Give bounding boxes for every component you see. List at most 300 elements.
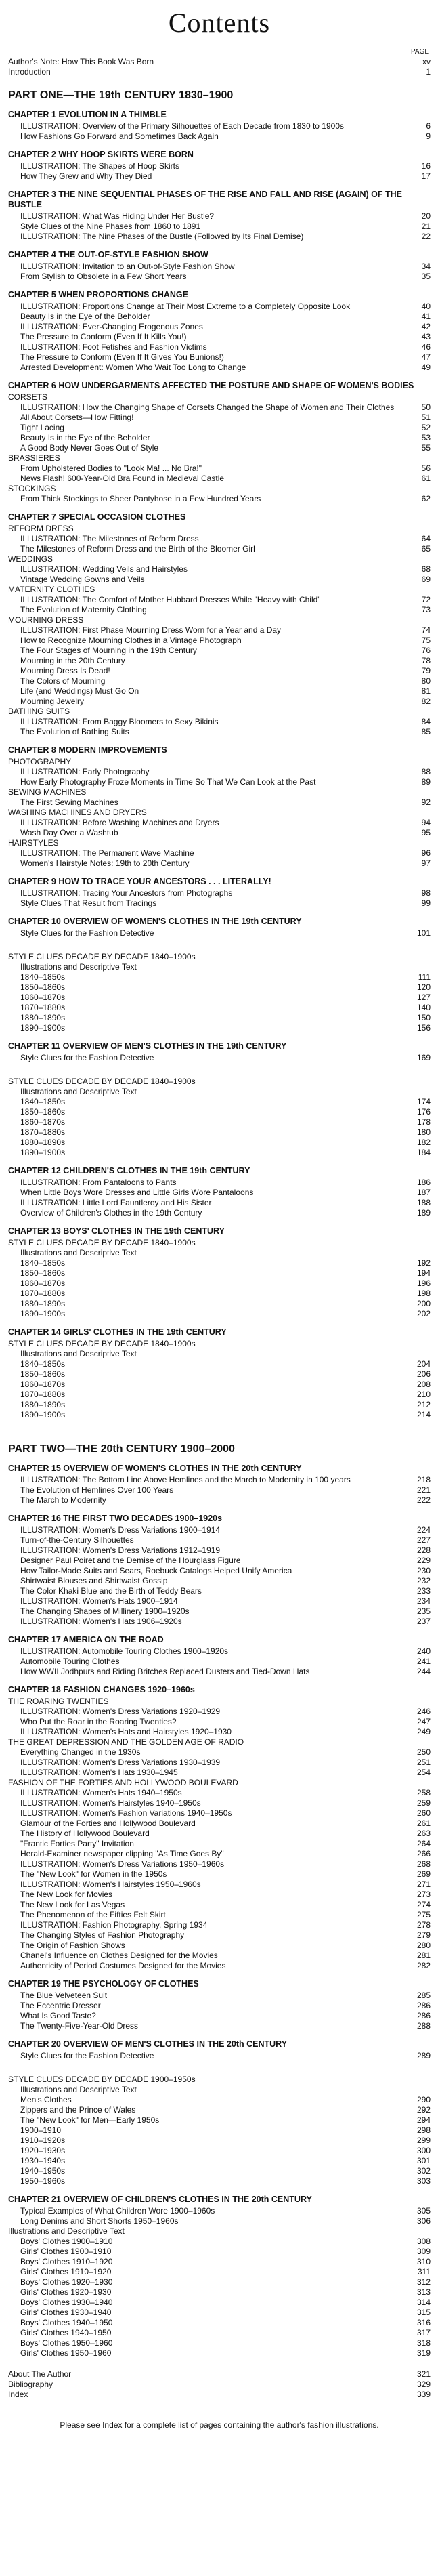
toc-entry [8,1920,431,1930]
chapter-heading: CHAPTER 21 OVERVIEW OF CHILDREN'S CLOTHES IN THE 20th CENTURY [8,2195,312,2204]
toc-entry-page: 101 [416,928,431,938]
toc-entry-page: 192 [416,1258,431,1268]
toc-entry [8,433,431,443]
toc-entry-page: 258 [416,1788,431,1798]
toc-entry-page: 260 [416,1808,431,1818]
toc-entry-page: 305 [416,2206,431,2216]
toc-entry-label: Overview of Children's Clothes in the 19th Century [20,1208,202,1218]
toc-entry [8,767,431,777]
toc-entry-label: ILLUSTRATION: The Milestones of Reform Dress [20,534,199,543]
toc-entry [8,1586,431,1596]
toc-entry [8,302,431,312]
toc-entry-label: Tight Lacing [20,423,64,432]
toc-entry [8,982,431,993]
toc-entry-page: 339 [416,2390,431,2399]
toc-entry-label: ILLUSTRATION: The Shapes of Hoop Skirts [20,161,179,171]
toc-entry-page: 288 [416,2021,431,2031]
toc-entry [8,898,431,909]
toc-entry-label: Long Denims and Short Shorts 1950–1960s [20,2216,179,2226]
toc-entry-label: ILLUSTRATION: Women's Hats 1906–1920s [20,1617,182,1626]
toc-entry-label: Arrested Development: Women Who Wait Too Long to Change [20,362,246,372]
toc-entry-label: ILLUSTRATION: Women's Hairstyles 1950–1960s [20,1879,201,1889]
toc-entry-label: ILLUSTRATION: How the Changing Shape of Corsets Changed the Shape of Women and Their Clothes [20,402,395,412]
chapter-heading: CHAPTER 12 CHILDREN'S CLOTHES IN THE 19th CENTURY [8,1166,250,1176]
toc-entry-page: 17 [421,171,431,181]
toc-entry-page: 52 [421,423,431,432]
toc-entry-page: 290 [416,2095,431,2104]
toc-entry-label: From Stylish to Obsolete in a Few Short Years [20,272,187,281]
toc-entry-label: STYLE CLUES DECADE BY DECADE 1840–1900s [8,1339,196,1348]
toc-entry-label: Beauty Is in the Eye of the Beholder [20,312,150,321]
toc-entry-label: Style Clues for the Fashion Detective [20,928,154,938]
toc-entry [8,1485,431,1495]
toc-entry [8,332,431,342]
page-column-header: PAGE [410,48,429,56]
toc-entry [8,1768,431,1778]
toc-entry [8,972,431,982]
front-matter [8,57,431,77]
toc-entry-label: ILLUSTRATION: Proportions Change at Their Most Extreme to a Completely Opposite Look [20,302,351,311]
toc-entry-label: The Eccentric Dresser [20,2001,101,2010]
toc-entry-label: ILLUSTRATION: Women's Dress Variations 1912–1919 [20,1545,221,1555]
toc-entry-label: Boys' Clothes 1930–1940 [20,2298,113,2307]
toc-entry-label: 1930–1940s [20,2156,66,2165]
toc-entry [8,2338,431,2348]
toc-entry [8,2146,431,2156]
toc-entry-label: CORSETS [8,392,48,402]
toc-entry-page: 51 [421,413,431,422]
toc-entry [8,1279,431,1289]
toc-entry-label: PHOTOGRAPHY [8,757,72,766]
toc-entry [8,1556,431,1566]
toc-entry-label: Illustrations and Descriptive Text [20,1248,137,1258]
toc-entry-label: Girls' Clothes 1950–1960 [20,2348,112,2358]
toc-entry-label: SEWING MACHINES [8,787,87,797]
toc-entry-label: ILLUSTRATION: From Baggy Bloomers to Sexy Bikinis [20,717,219,726]
toc-entry-page: 317 [416,2328,431,2338]
toc-entry-label: Girls' Clothes 1920–1930 [20,2287,112,2297]
toc-entry-label: The Evolution of Bathing Suits [20,727,129,736]
part-two-chapters [8,1463,431,2359]
toc-entry [8,1023,431,1033]
toc-entry [8,171,431,182]
toc-entry [8,1309,431,1319]
toc-entry [8,2328,431,2338]
toc-entry-label: 1870–1880s [20,1289,66,1298]
toc-entry [8,1717,431,1727]
toc-entry [8,1077,431,1087]
toc-entry [8,625,431,636]
toc-entry-label: ILLUSTRATION: Tracing Your Ancestors from Photographs [20,888,233,898]
toc-entry [8,554,431,564]
toc-entry [8,1778,431,1788]
toc-entry-label: STYLE CLUES DECADE BY DECADE 1840–1900s [8,1077,196,1086]
toc-entry-label: Beauty Is in the Eye of the Beholder [20,433,150,442]
toc-entry [8,777,431,787]
toc-entry-page: 229 [416,1556,431,1565]
toc-entry [8,1003,431,1013]
toc-entry-label: Style Clues for the Fashion Detective [20,1053,154,1062]
toc-entry-page: 212 [416,1400,431,1409]
toc-entry [8,1951,431,1961]
toc-entry-label: ILLUSTRATION: From Pantaloons to Pants [20,1178,177,1187]
toc-entry-label: All About Corsets—How Fitting! [20,413,134,422]
toc-entry-page: 99 [421,898,431,908]
toc-entry [8,2206,431,2216]
chapter-heading: CHAPTER 14 GIRLS' CLOTHES IN THE 19th CENTURY [8,1327,227,1337]
toc-entry [8,443,431,453]
chapter-heading: CHAPTER 17 AMERICA ON THE ROAD [8,1635,164,1644]
toc-entry-label: ILLUSTRATION: Fashion Photography, Spring 1934 [20,1920,208,1930]
toc-entry-label: The Milestones of Reform Dress and the Birth of the Bloomer Girl [20,544,255,554]
toc-entry-page: 79 [421,666,431,676]
toc-entry [8,828,431,838]
toc-entry-page: 286 [416,2001,431,2010]
toc-entry-label: How Fashions Go Forward and Sometimes Back Again [20,131,219,141]
toc-entry-label: 1850–1860s [20,1107,66,1117]
toc-entry-label: The Changing Styles of Fashion Photography [20,1930,185,1940]
toc-entry [8,1107,431,1117]
toc-entry-page: 314 [416,2298,431,2307]
toc-entry-label: The Twenty-Five-Year-Old Dress [20,2021,139,2031]
toc-entry-page: 62 [421,494,431,503]
toc-entry-label: STYLE CLUES DECADE BY DECADE 1840–1900s [8,1238,196,1247]
toc-entry-page: 120 [416,982,431,992]
toc-entry [8,1339,431,1349]
toc-entry-label: From Upholstered Bodies to "Look Ma! ... No Bra!" [20,463,202,473]
toc-entry-label: About The Author [8,2369,72,2379]
toc-entry [8,1819,431,1829]
toc-entry-label: Style Clues for the Fashion Detective [20,2051,154,2060]
toc-entry-label: Vintage Wedding Gowns and Veils [20,575,145,584]
toc-entry-label: MOURNING DRESS [8,615,84,625]
part-heading [8,1443,431,1455]
toc-entry [8,1707,431,1717]
chapter-heading: CHAPTER 1 EVOLUTION IN A THIMBLE [8,110,167,119]
toc-entry-label: Girls' Clothes 1910–1920 [20,2267,112,2277]
page-title: Contents [168,7,271,38]
toc-entry [8,2085,431,2095]
toc-entry-label: 1890–1900s [20,1410,66,1419]
toc-entry [8,1596,431,1606]
toc-entry [8,1727,431,1737]
toc-entry-label: BRASSIERES [8,453,60,463]
toc-entry [8,484,431,494]
toc-entry-page: 42 [421,322,431,331]
chapter-heading: CHAPTER 9 HOW TO TRACE YOUR ANCESTORS . . . LITERALLY! [8,877,271,886]
toc-entry-label: Designer Paul Poiret and the Demise of the Hourglass Figure [20,1556,241,1565]
toc-entry-page: 221 [416,1485,431,1495]
toc-entry [8,1138,431,1148]
toc-entry [8,2277,431,2287]
toc-entry-label: Mourning Jewelry [20,697,85,706]
toc-entry [8,2021,431,2031]
toc-entry-label: 1890–1900s [20,1023,66,1033]
toc-entry-page: 228 [416,1545,431,1555]
toc-entry-page: 89 [421,777,431,787]
toc-entry [8,2216,431,2226]
toc-entry [8,67,431,77]
toc-entry-label: 1880–1890s [20,1013,66,1022]
toc-entry-label: Life (and Weddings) Must Go On [20,686,139,696]
toc-entry-label: ILLUSTRATION: The Bottom Line Above Hemlines and the March to Modernity in 100 years [20,1475,351,1484]
chapter-heading: CHAPTER 16 THE FIRST TWO DECADES 1900–1920s [8,1514,223,1523]
toc-entry-page: 227 [416,1535,431,1545]
toc-entry [8,757,431,767]
toc-entry-label: The Color Khaki Blue and the Birth of Teddy Bears [20,1586,202,1596]
toc-entry-label: Zippers and the Prince of Wales [20,2105,136,2115]
toc-entry-label: 1880–1890s [20,1138,66,1147]
toc-entry-label: 1900–1910 [20,2125,62,2135]
toc-entry [8,57,431,67]
toc-entry-page: 233 [416,1586,431,1596]
toc-entry [8,707,431,717]
toc-entry [8,1890,431,1900]
toc-entry [8,2011,431,2021]
toc-entry-label: ILLUSTRATION: Before Washing Machines and Dryers [20,818,219,827]
toc-entry [8,1747,431,1758]
toc-entry-page: 55 [421,443,431,453]
toc-entry-page: 150 [416,1013,431,1022]
toc-entry [8,952,431,962]
toc-entry [8,1849,431,1859]
toc-entry-page: 279 [416,1930,431,1940]
toc-entry-page: 81 [421,686,431,696]
toc-entry [8,474,431,484]
toc-entry [8,1697,431,1707]
toc-entry-page: 65 [421,544,431,554]
toc-entry [8,1475,431,1485]
toc-entry-label: ILLUSTRATION: Foot Fetishes and Fashion Victims [20,342,207,352]
toc-entry-page: 34 [421,262,431,271]
toc-entry-page: 88 [421,767,431,776]
chapter-heading: CHAPTER 15 OVERVIEW OF WOMEN'S CLOTHES IN THE 20th CENTURY [8,1463,302,1473]
toc-entry-label: How Tailor-Made Suits and Sears, Roebuck Catalogs Helped Unify America [20,1566,292,1575]
toc-entry-page: 254 [416,1768,431,1777]
toc-entry [8,2390,431,2400]
toc-entry-label: ILLUSTRATION: Invitation to an Out-of-Style Fashion Show [20,262,235,271]
toc-entry-label: The New Look for Las Vegas [20,1900,125,1909]
toc-entry-label: 1890–1900s [20,1148,66,1157]
chapter-heading: CHAPTER 5 WHEN PROPORTIONS CHANGE [8,290,188,299]
toc-entry-page: 280 [416,1940,431,1950]
toc-entry [8,1859,431,1869]
toc-entry-label: 1850–1860s [20,1369,66,1379]
toc-entry-label: ILLUSTRATION: Wedding Veils and Hairstyles [20,564,188,574]
toc-entry-page: 73 [421,605,431,615]
toc-entry-page: 294 [416,2115,431,2125]
toc-entry-page: 224 [416,1525,431,1535]
toc-entry [8,272,431,282]
toc-entry [8,666,431,676]
toc-entry-label: Introduction [8,67,51,77]
toc-entry [8,211,431,222]
toc-entry-label: What Is Good Taste? [20,2011,96,2020]
toc-entry-page: 318 [416,2338,431,2348]
toc-entry-page: 250 [416,1747,431,1757]
toc-entry [8,928,431,938]
part-one-chapters [8,110,431,1420]
toc-entry [8,2105,431,2115]
toc-entry-label: 1840–1850s [20,972,66,982]
toc-entry-page: 319 [416,2348,431,2358]
toc-entry-page: 200 [416,1299,431,1308]
toc-entry [8,595,431,605]
toc-entry [8,1400,431,1410]
toc-entry-page: 46 [421,342,431,352]
toc-entry [8,161,431,171]
toc-entry-label: 1950–1960s [20,2176,66,2186]
toc-entry-label: ILLUSTRATION: Women's Hats and Hairstyles 1920–1930 [20,1727,232,1737]
toc-entry-page: 204 [416,1359,431,1369]
toc-entry-label: 1860–1870s [20,993,66,1002]
toc-entry-label: ILLUSTRATION: Ever-Changing Erogenous Zones [20,322,203,331]
toc-entry [8,1646,431,1657]
toc-entry-label: Girls' Clothes 1900–1910 [20,2247,112,2256]
toc-entry [8,1900,431,1910]
toc-entry-page: 244 [416,1667,431,1676]
toc-entry-label: The Four Stages of Mourning in the 19th Century [20,646,197,655]
toc-entry [8,1379,431,1390]
toc-entry [8,1606,431,1617]
toc-entry [8,1737,431,1747]
toc-entry [8,808,431,818]
toc-entry-page: 300 [416,2146,431,2155]
toc-entry-label: A Good Body Never Goes Out of Style [20,443,159,453]
toc-entry-page: 268 [416,1859,431,1869]
toc-entry-page: 214 [416,1410,431,1419]
toc-entry [8,1910,431,1920]
toc-entry-page: 234 [416,1596,431,1606]
toc-entry-label: Shirtwaist Blouses and Shirtwaist Gossip [20,1576,168,1585]
toc-entry [8,2051,431,2061]
toc-entry [8,564,431,575]
toc-entry-label: ILLUSTRATION: Early Photography [20,767,150,776]
toc-entry [8,1268,431,1279]
toc-entry-page: 49 [421,362,431,372]
toc-entry-page: 232 [416,1576,431,1585]
toc-entry-label: The Evolution of Hemlines Over 100 Years [20,1485,174,1495]
toc-entry-page: 247 [416,1717,431,1726]
toc-entry-label: 1910–1920s [20,2136,66,2145]
toc-entry-label: THE GREAT DEPRESSION AND THE GOLDEN AGE OF RADIO [8,1737,244,1747]
toc-entry-page: 259 [416,1798,431,1808]
toc-entry [8,2136,431,2146]
toc-entry-page: 98 [421,888,431,898]
toc-entry-page: 311 [417,2267,431,2277]
toc-entry [8,1545,431,1556]
toc-entry-label: 1870–1880s [20,1003,66,1012]
toc-entry [8,131,431,142]
chapter-heading: CHAPTER 3 THE NINE SEQUENTIAL PHASES OF THE RISE AND FALL AND RISE (AGAIN) OF THE BUSTLE [8,190,402,209]
toc-entry-page: 180 [416,1127,431,1137]
toc-entry [8,1053,431,1063]
toc-entry-label: 1880–1890s [20,1299,66,1308]
toc-entry [8,1289,431,1299]
toc-entry [8,2287,431,2298]
toc-entry [8,2075,431,2085]
toc-entry-label: ILLUSTRATION: Women's Hats 1930–1945 [20,1768,178,1777]
toc-entry-page: 80 [421,676,431,686]
toc-entry-label: Boys' Clothes 1920–1930 [20,2277,113,2287]
toc-entry-label: The Blue Velveteen Suit [20,1991,108,2000]
toc-entry-page: 174 [416,1097,431,1106]
toc-entry-page: 292 [416,2105,431,2115]
toc-entry-page: 306 [416,2216,431,2226]
toc-entry-label: The March to Modernity [20,1495,106,1505]
toc-entry-page: 202 [416,1309,431,1318]
toc-entry-label: ILLUSTRATION: Overview of the Primary Silhouettes of Each Decade from 1830 to 1900s [20,121,344,131]
toc-entry-page: 301 [416,2156,431,2165]
chapter-heading: CHAPTER 10 OVERVIEW OF WOMEN'S CLOTHES IN THE 19th CENTURY [8,917,302,926]
toc-entry [8,1788,431,1798]
toc-entry [8,2176,431,2186]
toc-entry-page: 140 [416,1003,431,1012]
toc-entry-page: 312 [416,2277,431,2287]
toc-entry [8,888,431,898]
toc-entry-page: 9 [426,131,431,141]
toc-entry [8,858,431,869]
toc-entry-page: xv [422,57,431,66]
toc-entry-page: 281 [416,1951,431,1960]
chapter-heading: CHAPTER 18 FASHION CHANGES 1920–1960s [8,1685,195,1695]
toc-entry-page: 316 [416,2318,431,2327]
toc-entry-label: News Flash! 600-Year-Old Bra Found in Medieval Castle [20,474,225,483]
toc-entry-label: ILLUSTRATION: Women's Dress Variations 1900–1914 [20,1525,221,1535]
toc-entry-page: 178 [416,1117,431,1127]
toc-entry [8,494,431,504]
toc-entry-label: Wash Day Over a Washtub [20,828,118,837]
toc-entry-label: Automobile Touring Clothes [20,1657,120,1666]
toc-entry-label: The History of Hollywood Boulevard [20,1829,150,1838]
toc-entry-page: 127 [416,993,431,1002]
toc-entry-page: 82 [421,697,431,706]
toc-entry-label: Mourning in the 20th Century [20,656,125,665]
toc-entry-label: Boys' Clothes 1910–1920 [20,2257,113,2266]
toc-entry-label: 1850–1860s [20,1268,66,1278]
toc-entry-page: 264 [416,1839,431,1848]
toc-entry-label: The "New Look" for Men—Early 1950s [20,2115,160,2125]
toc-entry-label: 1890–1900s [20,1309,66,1318]
toc-entry-page: 263 [416,1829,431,1838]
footnote: Please see Index for a complete list of pages containing the author's fashion illustrations. [60,2420,379,2430]
toc-entry-label: Boys' Clothes 1940–1950 [20,2318,113,2327]
chapter-heading: CHAPTER 7 SPECIAL OCCASION CLOTHES [8,512,186,522]
toc-entry-page: 182 [416,1138,431,1147]
toc-entry-page: 282 [416,1961,431,1970]
toc-entry-page: 241 [416,1657,431,1666]
toc-entry [8,1869,431,1879]
toc-entry [8,1879,431,1890]
toc-entry-label: 1840–1850s [20,1097,66,1106]
toc-entry-page: 261 [416,1819,431,1828]
chapter-heading: CHAPTER 11 OVERVIEW OF MEN'S CLOTHES IN THE 19th CENTURY [8,1041,287,1051]
toc-entry-page: 273 [416,1890,431,1899]
toc-entry-label: Bibliography [8,2380,53,2389]
toc-entry [8,1410,431,1420]
toc-entry [8,524,431,534]
toc-entry-page: 74 [421,625,431,635]
toc-entry-page: 289 [416,2051,431,2060]
toc-entry-page: 237 [416,1617,431,1626]
toc-entry [8,1390,431,1400]
toc-entry-label: How to Recognize Mourning Clothes in a Vintage Photograph [20,636,242,645]
toc-entry-label: Chanel's Influence on Clothes Designed for the Movies [20,1951,218,1960]
toc-entry-label: ILLUSTRATION: Little Lord Fauntleroy and His Sister [20,1198,212,1207]
toc-entry-page: 315 [416,2308,431,2317]
toc-entry [8,1258,431,1268]
toc-entry-page: 94 [421,818,431,827]
